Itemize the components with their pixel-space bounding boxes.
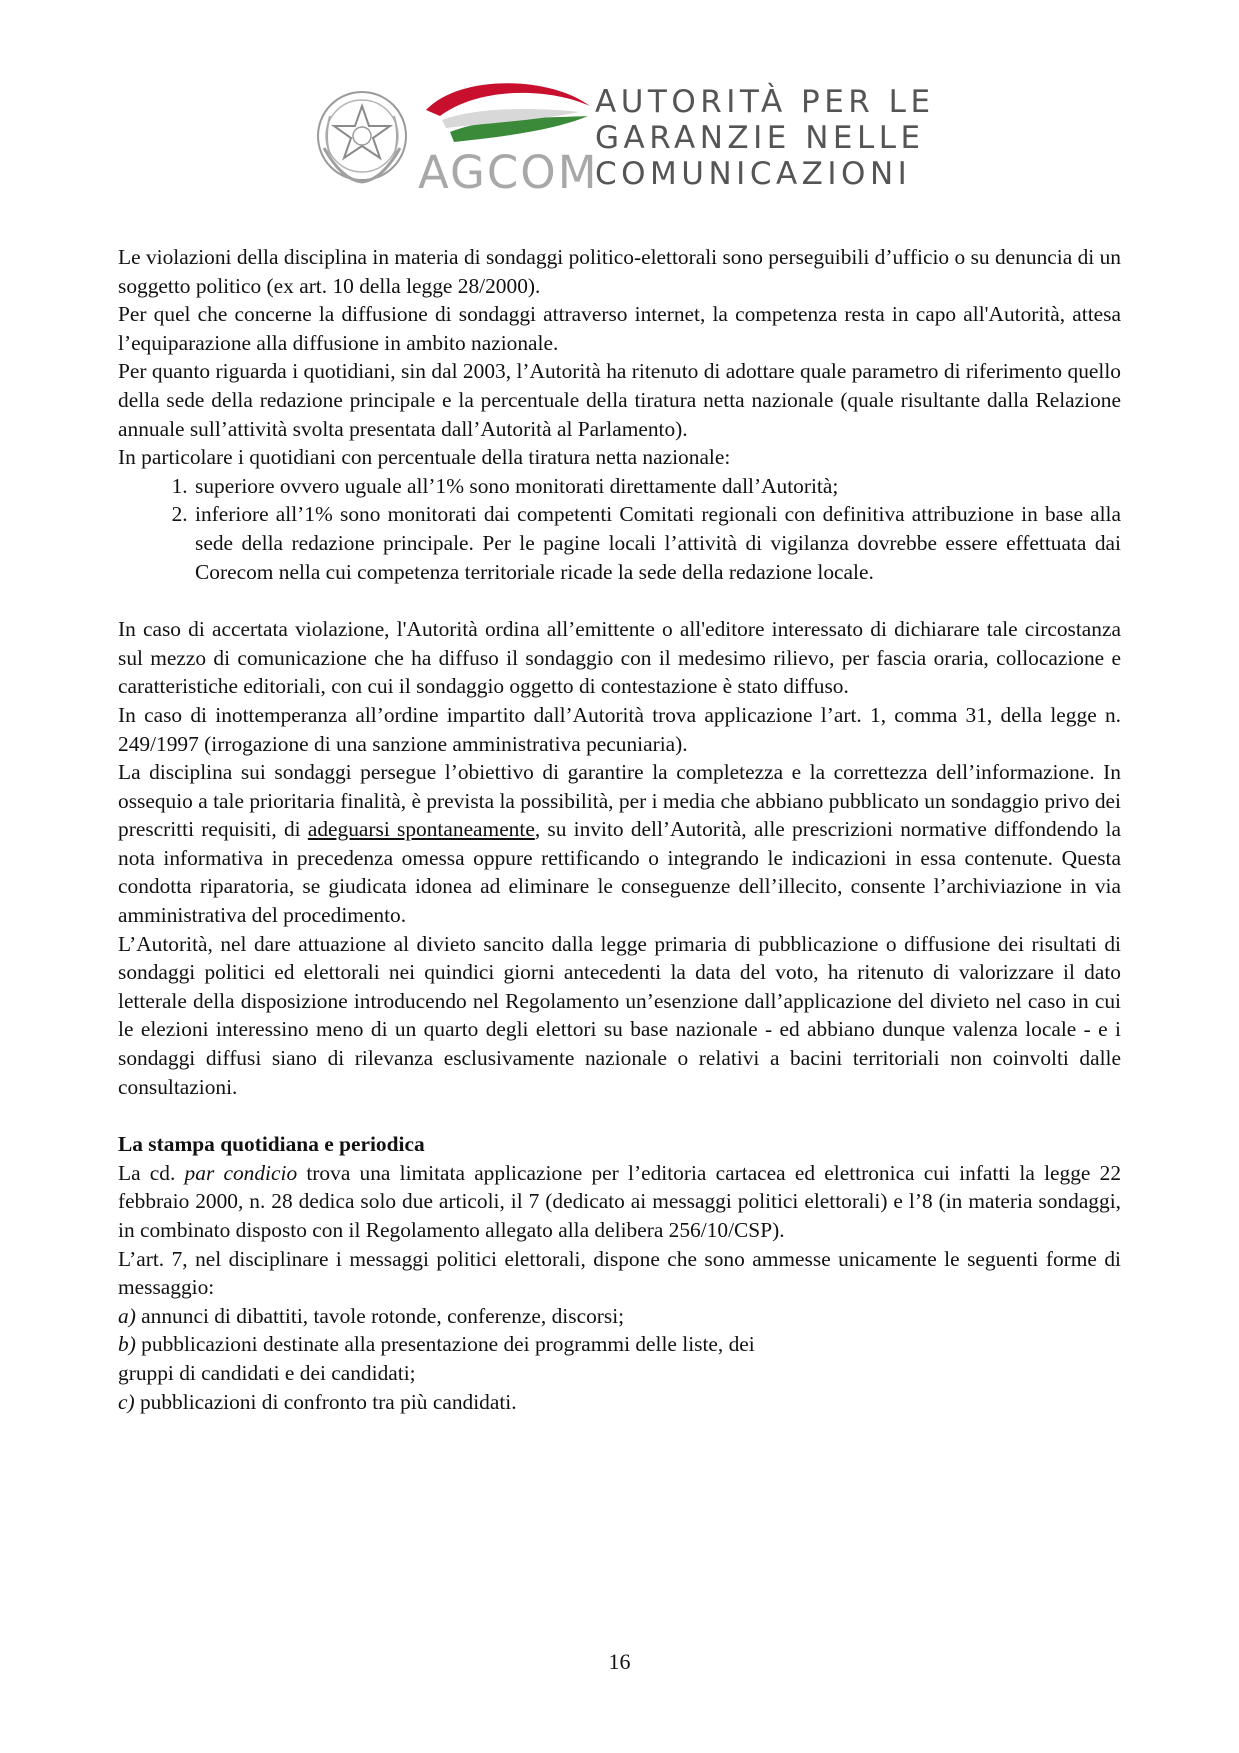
letter-item — [118, 1388, 1121, 1417]
paragraph — [118, 758, 1121, 930]
letter-item — [118, 1330, 1121, 1359]
organization-name — [595, 84, 935, 192]
item-text: annunci di dibattiti, tavole rotonde, conferenze, discorsi; — [135, 1303, 625, 1328]
section-heading: La stampa quotidiana e periodica — [118, 1132, 425, 1157]
item-marker: c) — [118, 1389, 135, 1414]
letter-item-continuation: gruppi di candidati e dei candidati; — [118, 1360, 416, 1385]
paragraph: In particolare i quotidiani con percentuale della tiratura netta nazionale: — [118, 445, 731, 470]
paragraph — [118, 1159, 1121, 1245]
republic-emblem-icon — [312, 86, 412, 190]
org-name-line: AUTORITÀ PER LE — [595, 84, 935, 120]
org-name-line: COMUNICAZIONI — [595, 156, 912, 192]
paragraph: L’art. 7, nel disciplinare i messaggi politici elettorali, dispone che sono ammesse unicamente le seguenti forme di messaggio: — [118, 1246, 1121, 1300]
list-item: 1. superiore ovvero uguale all’1% sono monitorati direttamente dall’Autorità; — [193, 472, 1121, 501]
item-text: pubblicazioni di confronto tra più candidati. — [134, 1389, 517, 1414]
item-marker: b) — [118, 1332, 136, 1357]
paragraph: Per quanto riguarda i quotidiani, sin dal 2003, l’Autorità ha ritenuto di adottare quale parametro di riferimento quello della sede della redazione principale e la percentuale della tiratura netta nazionale (quale risultante dalla Relazione annuale sull’attività svolta presentata dall’Autorità al Parlamento). — [118, 359, 1121, 441]
numbered-list — [118, 472, 1121, 586]
spacer — [118, 586, 1121, 615]
spacer — [118, 1101, 1121, 1130]
paragraph: L’Autorità, nel dare attuazione al divieto sancito dalla legge primaria di pubblicazione o diffusione dei risultati di sondaggi politici ed elettorali nei quindici giorni antecedenti la data del voto, ha ritenuto di valorizzare il dato letterale della disposizione introducendo nel Regolamento un’esenzione dall’applicazione del divieto nel caso in cui le elezioni interessino meno di un quarto degli elettori su base nazionale - ed abbiano dunque valenza locale - e i sondaggi diffusi siano di rilevanza esclusivamente nazionale o relativi a bacini territoriali non coinvolti dalle consultazioni. — [118, 931, 1121, 1099]
text-run: trova una limitata applicazione per l’editoria cartacea ed elettronica cui infatti la legge 22 febbraio 2000, n. 28 dedica solo due articoli, il 7 (dedicato ai messaggi politici elettorali) e l’8 (in materia sondaggi, in combinato disposto con il Regolamento allegato alla delibera 256/10/CSP). — [118, 1160, 1122, 1242]
agcom-acronym: AGCOM — [418, 146, 599, 199]
text-run: La cd. — [118, 1160, 185, 1185]
page-number: 16 — [608, 1649, 631, 1674]
paragraph: Per quel che concerne la diffusione di sondaggi attraverso internet, la competenza resta in capo all'Autorità, attesa l’equiparazione alla diffusione in ambito nazionale. — [118, 302, 1121, 355]
list-item: 2. inferiore all’1% sono monitorati dai competenti Comitati regionali con definitiva attribuzione in base alla sede della redazione principale. Per le pagine locali l’attività di vigilanza dovrebbe essere effettuata dai Corecom nella cui competenza territoriale ricade la sede della redazione locale. — [193, 500, 1121, 586]
paragraph: In caso di inottemperanza all’ordine impartito dall’Autorità trova applicazione l’art. 1, comma 31, della legge n. 249/1997 (irrogazione di una sanzione amministrativa pecuniaria). — [118, 702, 1121, 756]
italic-text: par condicio — [184, 1160, 298, 1185]
item-text: pubblicazioni destinate alla presentazione dei programmi delle liste, dei — [135, 1332, 755, 1357]
letter-item — [118, 1302, 1121, 1331]
agcom-swoosh-logo — [420, 76, 595, 156]
item-marker: a) — [118, 1303, 136, 1328]
paragraph: In caso di accertata violazione, l'Autorità ordina all’emittente o all'editore interessato di dichiarare tale circostanza sul mezzo di comunicazione che ha diffuso il sondaggio con il medesimo rilievo, per fascia oraria, collocazione e caratteristiche editoriali, con cui il sondaggio oggetto di contestazione è stato diffuso. — [118, 617, 1121, 699]
document-body — [118, 243, 1121, 1416]
org-name-line: GARANZIE NELLE — [595, 120, 925, 156]
underlined-text: adeguarsi spontaneamente — [307, 817, 535, 842]
text-run: La disciplina sui sondaggi persegue l’obiettivo di garantire la completezza e la correttezza dell’informazione. In ossequio a tale prioritaria finalità, è prevista la possibilità, per i media che abbiano pubblicato un sondaggio privo dei prescritti requisiti, di — [118, 760, 1121, 842]
paragraph: Le violazioni della disciplina in materia di sondaggi politico-elettorali sono perseguibili d’ufficio o su denuncia di un soggetto politico (ex art. 10 della legge 28/2000). — [118, 245, 1121, 298]
text-run: , su invito dell’Autorità, alle prescrizioni normative diffondendo la nota informativa in precedenza omessa oppure rettificando o integrando le indicazioni in essa contenute. Questa condotta riparatoria, se giudicata idonea ad eliminare le conseguenze dell’illecito, consente l’archiviazione in via amministrativa del procedimento. — [118, 817, 1121, 928]
letterhead — [0, 68, 1239, 198]
